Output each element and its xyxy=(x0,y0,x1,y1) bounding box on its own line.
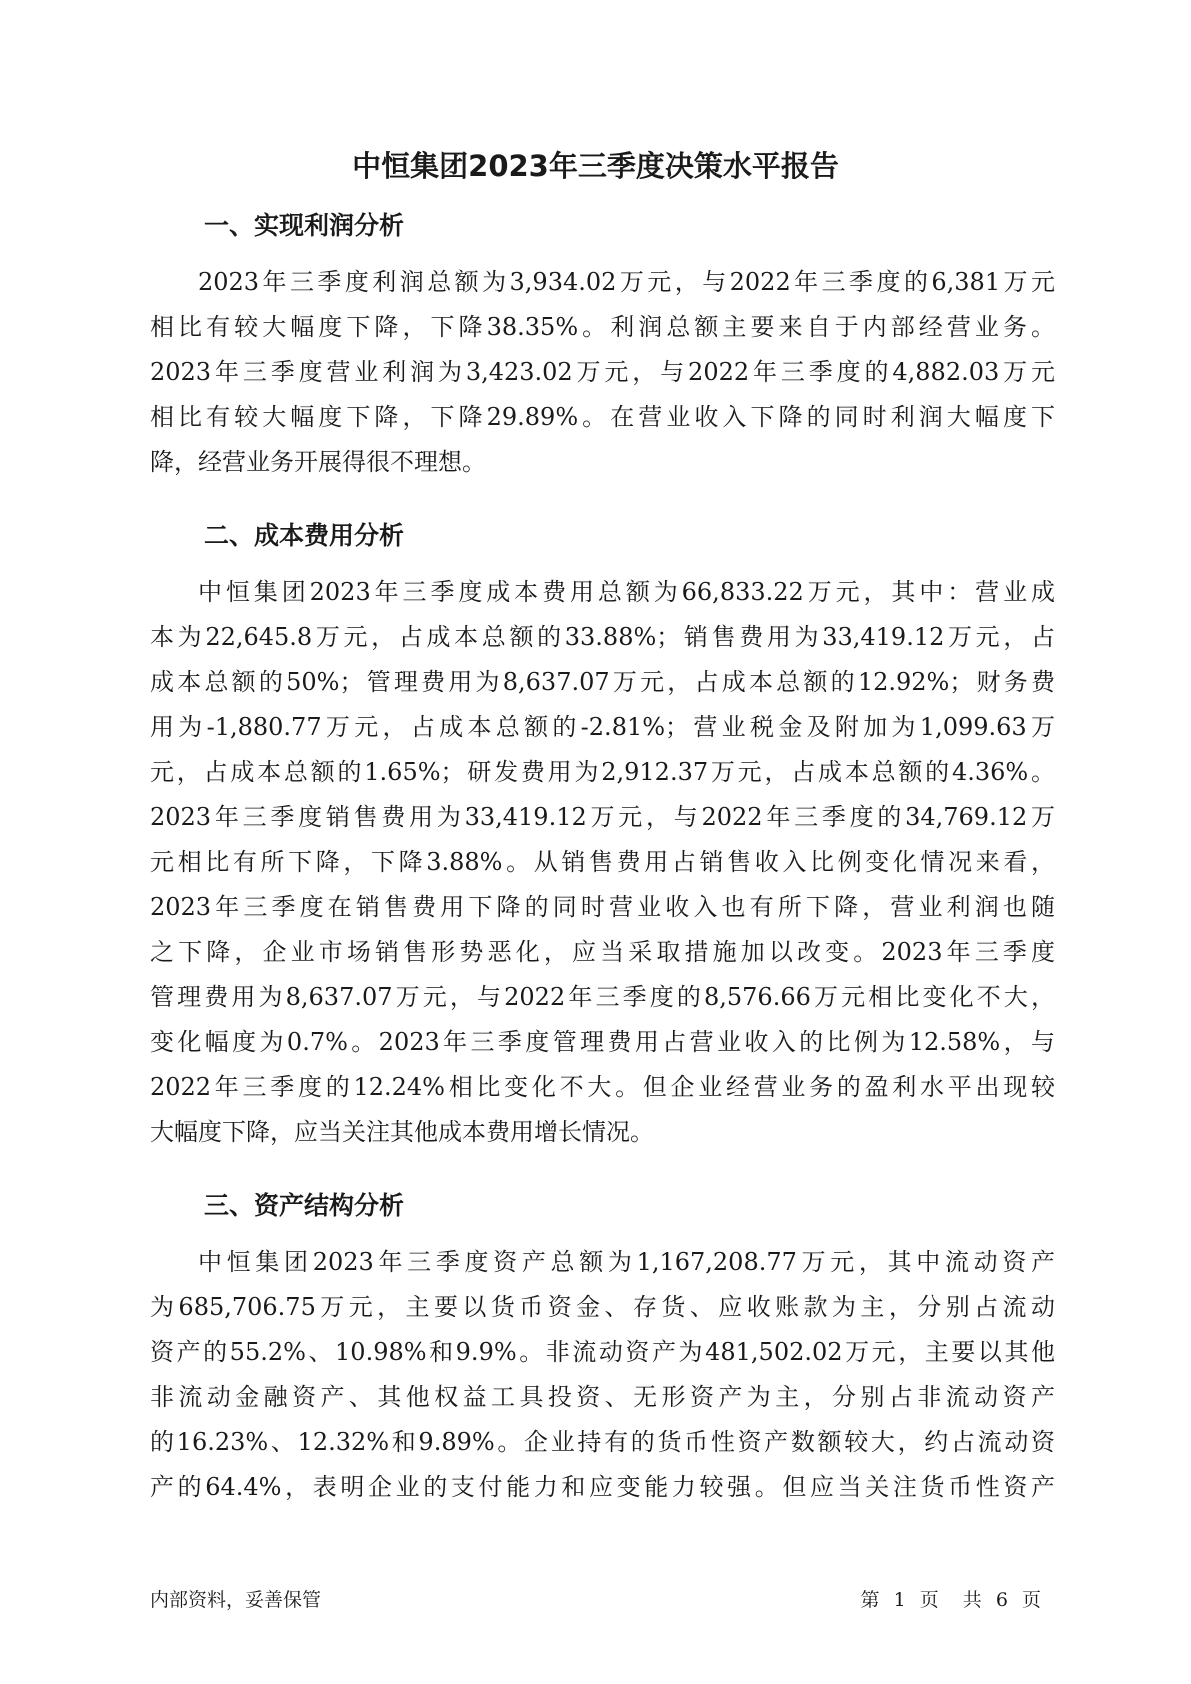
paragraph-line: 之下降，企业市场销售形势恶化，应当采取措施加以改变。2023年三季度 xyxy=(150,938,1055,966)
page-prefix: 第 xyxy=(860,1589,880,1611)
paragraph-line: 2022年三季度的12.24%相比变化不大。但企业经营业务的盈利水平出现较 xyxy=(150,1073,1055,1101)
section-heading-assets: 三、资产结构分析 xyxy=(204,1191,405,1220)
paragraph-line: 降，经营业务开展得很不理想。 xyxy=(150,448,486,476)
paragraph-line: 2023年三季度利润总额为3,934.02万元，与2022年三季度的6,381万元 xyxy=(198,268,1055,296)
paragraph-line: 2023年三季度营业利润为3,423.02万元，与2022年三季度的4,882.03万元 xyxy=(150,358,1055,386)
paragraph-line: 本为22,645.8万元，占成本总额的33.88%；销售费用为33,419.12万元，占 xyxy=(150,623,1055,651)
paragraph-line: 产的64.4%，表明企业的支付能力和应变能力较强。但应当关注货币性资产 xyxy=(150,1473,1055,1501)
total-prefix: 共 xyxy=(962,1589,982,1611)
paragraph-line: 变化幅度为0.7%。2023年三季度管理费用占营业收入的比例为12.58%，与 xyxy=(150,1028,1055,1056)
page-number: 1 xyxy=(893,1589,906,1611)
total-suffix: 页 xyxy=(1021,1589,1041,1611)
paragraph-line: 管理费用为8,637.07万元，与2022年三季度的8,576.66万元相比变化不大， xyxy=(150,983,1055,1011)
page-suffix: 页 xyxy=(919,1589,939,1611)
paragraph-line: 大幅度下降，应当关注其他成本费用增长情况。 xyxy=(150,1118,654,1146)
total-pages: 6 xyxy=(995,1589,1008,1611)
document-title: 中恒集团2023年三季度决策水平报告 xyxy=(352,149,839,183)
paragraph-line: 成本总额的50%；管理费用为8,637.07万元，占成本总额的12.92%；财务费 xyxy=(150,668,1055,696)
paragraph-line: 非流动金融资产、其他权益工具投资、无形资产为主，分别占非流动资产 xyxy=(150,1383,1055,1411)
footer-page-indicator xyxy=(861,1586,1041,1614)
paragraph-line: 元，占成本总额的1.65%；研发费用为2,912.37万元，占成本总额的4.36%。 xyxy=(150,758,1055,786)
paragraph-line: 为685,706.75万元，主要以货币资金、存货、应收账款为主，分别占流动 xyxy=(150,1293,1055,1321)
section-heading-cost: 二、成本费用分析 xyxy=(204,521,405,550)
paragraph-line: 相比有较大幅度下降，下降38.35%。利润总额主要来自于内部经营业务。 xyxy=(150,313,1055,341)
footer-confidential-note: 内部资料，妥善保管 xyxy=(150,1589,322,1611)
paragraph-line: 的16.23%、12.32%和9.89%。企业持有的货币性资产数额较大，约占流动资 xyxy=(150,1428,1055,1456)
paragraph-line: 中恒集团2023年三季度资产总额为1,167,208.77万元，其中流动资产 xyxy=(198,1248,1055,1276)
paragraph-line: 资产的55.2%、10.98%和9.9%。非流动资产为481,502.02万元，主要以其他 xyxy=(150,1338,1055,1366)
paragraph-line: 2023年三季度在销售费用下降的同时营业收入也有所下降，营业利润也随 xyxy=(150,893,1055,921)
section-heading-profit: 一、实现利润分析 xyxy=(204,211,405,240)
paragraph-line: 相比有较大幅度下降，下降29.89%。在营业收入下降的同时利润大幅度下 xyxy=(150,403,1055,431)
paragraph-line: 2023年三季度销售费用为33,419.12万元，与2022年三季度的34,769.12万 xyxy=(150,803,1055,831)
paragraph-line: 用为-1,880.77万元，占成本总额的-2.81%；营业税金及附加为1,099.63万 xyxy=(150,713,1055,741)
paragraph-line: 元相比有所下降，下降3.88%。从销售费用占销售收入比例变化情况来看， xyxy=(150,848,1055,876)
paragraph-line: 中恒集团2023年三季度成本费用总额为66,833.22万元，其中：营业成 xyxy=(198,578,1055,606)
